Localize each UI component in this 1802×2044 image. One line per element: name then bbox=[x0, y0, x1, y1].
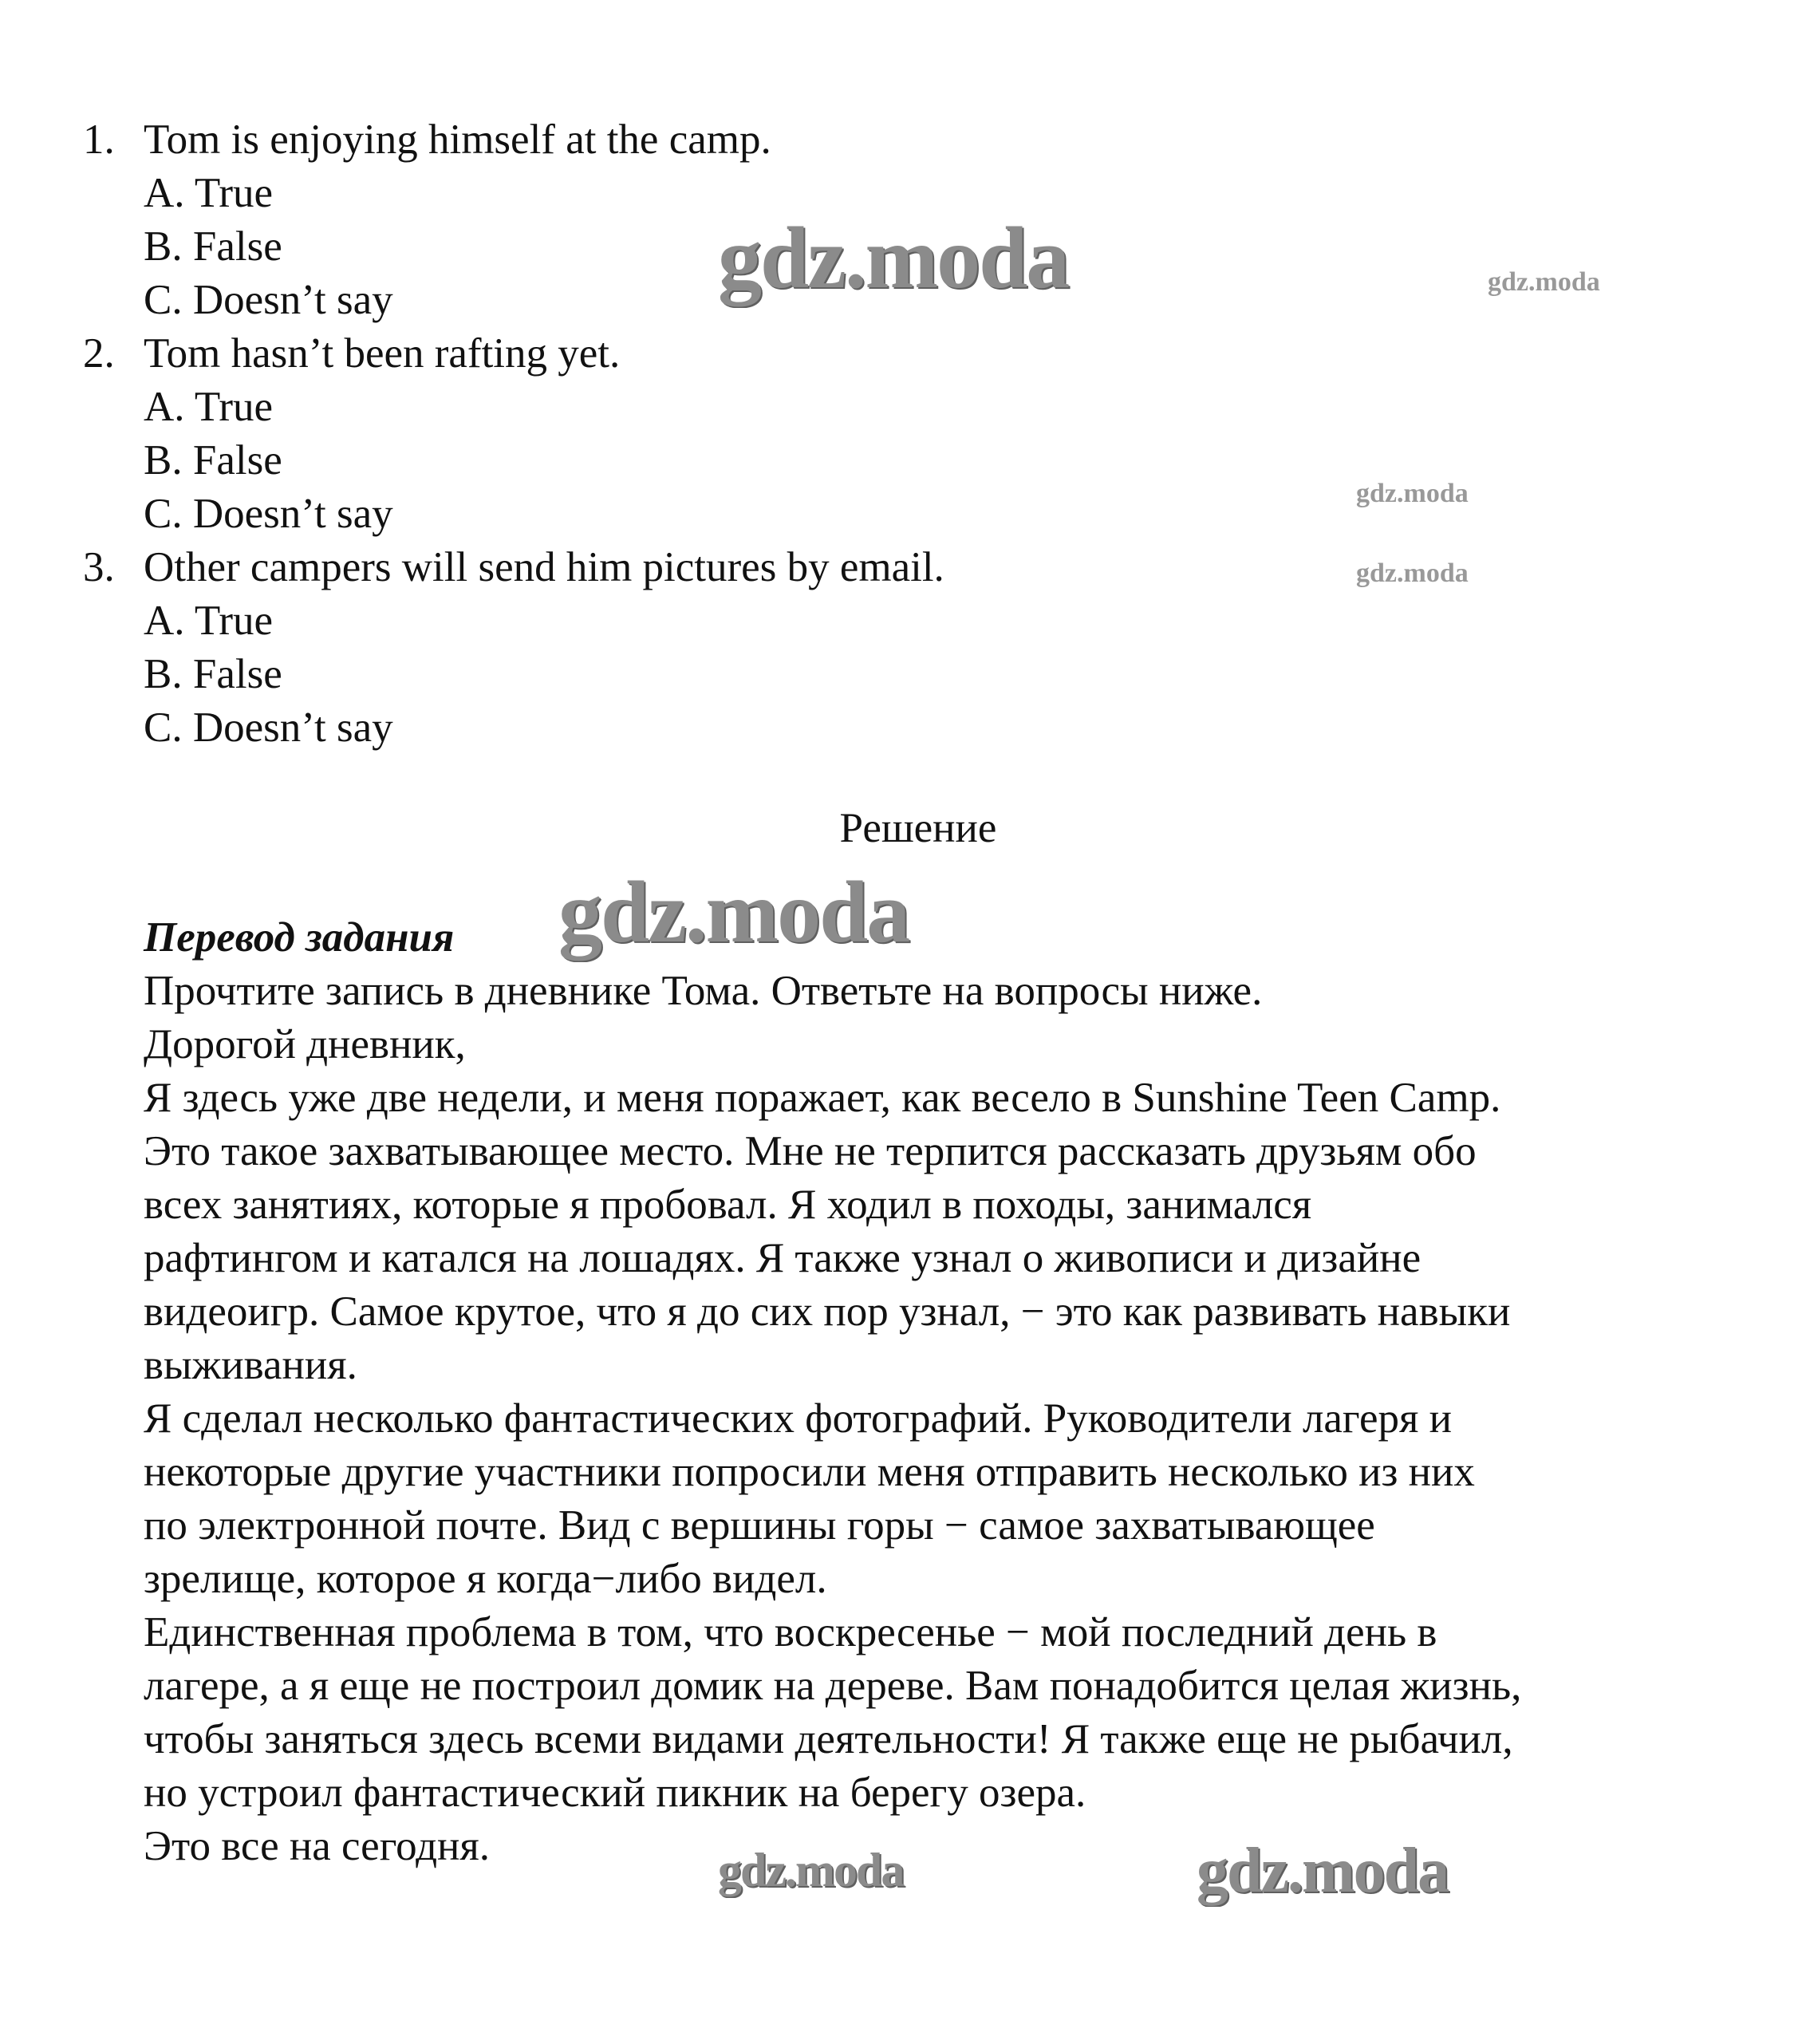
translation-line: Я сделал несколько фантастических фотографий. Руководители лагеря и bbox=[144, 1395, 1452, 1442]
translation-line: Это такое захватывающее место. Мне не терпится рассказать друзьям обо bbox=[144, 1128, 1477, 1174]
translation-line: но устроил фантастический пикник на берегу озера. bbox=[144, 1770, 1086, 1816]
question-number: 1. bbox=[83, 116, 115, 163]
watermark-logo: gdz.moda bbox=[1356, 558, 1469, 588]
answer-option: A. True bbox=[144, 598, 274, 644]
question-text: Other campers will send him pictures by email. bbox=[144, 544, 944, 590]
translation-line: лагере, а я еще не построил домик на дереве. Вам понадобится целая жизнь, bbox=[144, 1663, 1522, 1709]
watermark-logo: gdz.moda bbox=[1197, 1836, 1449, 1906]
question-text: Tom hasn’t been rafting yet. bbox=[144, 330, 621, 377]
answer-option: B. False bbox=[144, 437, 282, 483]
translation-line: некоторые другие участники попросили меня отправить несколько из них bbox=[144, 1449, 1475, 1495]
translation-line: зрелище, которое я когда−либо видел. bbox=[144, 1556, 827, 1602]
answer-option: C. Doesn’t say bbox=[144, 277, 393, 323]
answer-option: C. Doesn’t say bbox=[144, 491, 393, 537]
watermark-logo: gdz.moda bbox=[718, 1844, 904, 1896]
translation-line: Прочтите запись в дневнике Тома. Ответьте на вопросы ниже. bbox=[144, 968, 1263, 1014]
translation-line: по электронной почте. Вид с вершины горы − самое захватывающее bbox=[144, 1502, 1375, 1549]
translation-line: Это все на сегодня. bbox=[144, 1823, 491, 1869]
watermark-logo: gdz.moda bbox=[1356, 479, 1469, 508]
translation-line: Единственная проблема в том, что воскресенье − мой последний день в bbox=[144, 1609, 1437, 1655]
question-number: 3. bbox=[83, 544, 115, 590]
translation-line: Дорогой дневник, bbox=[144, 1021, 466, 1067]
answer-option: B. False bbox=[144, 223, 282, 270]
watermark-logo: gdz.moda bbox=[558, 863, 909, 961]
answer-option: A. True bbox=[144, 170, 274, 216]
translation-line: выживания. bbox=[144, 1342, 357, 1388]
question-number: 2. bbox=[83, 330, 115, 377]
translation-line: Я здесь уже две недели, и меня поражает, как весело в Sunshine Teen Camp. bbox=[144, 1075, 1501, 1121]
watermark-logo: gdz.moda bbox=[1488, 267, 1600, 297]
watermark-logo: gdz.moda bbox=[718, 209, 1069, 306]
translation-heading: Перевод задания bbox=[144, 914, 455, 961]
answer-option: B. False bbox=[144, 651, 282, 697]
solution-heading: Решение bbox=[839, 805, 997, 851]
translation-line: чтобы заняться здесь всеми видами деятельности! Я также еще не рыбачил, bbox=[144, 1716, 1513, 1762]
answer-option: A. True bbox=[144, 384, 274, 430]
answer-option: C. Doesn’t say bbox=[144, 704, 393, 751]
translation-line: рафтингом и катался на лошадях. Я также узнал о живописи и дизайне bbox=[144, 1235, 1421, 1281]
question-text: Tom is enjoying himself at the camp. bbox=[144, 116, 771, 163]
translation-line: видеоигр. Самое крутое, что я до сих пор узнал, − это как развивать навыки bbox=[144, 1288, 1511, 1335]
translation-line: всех занятиях, которые я пробовал. Я ходил в походы, занимался bbox=[144, 1182, 1312, 1228]
